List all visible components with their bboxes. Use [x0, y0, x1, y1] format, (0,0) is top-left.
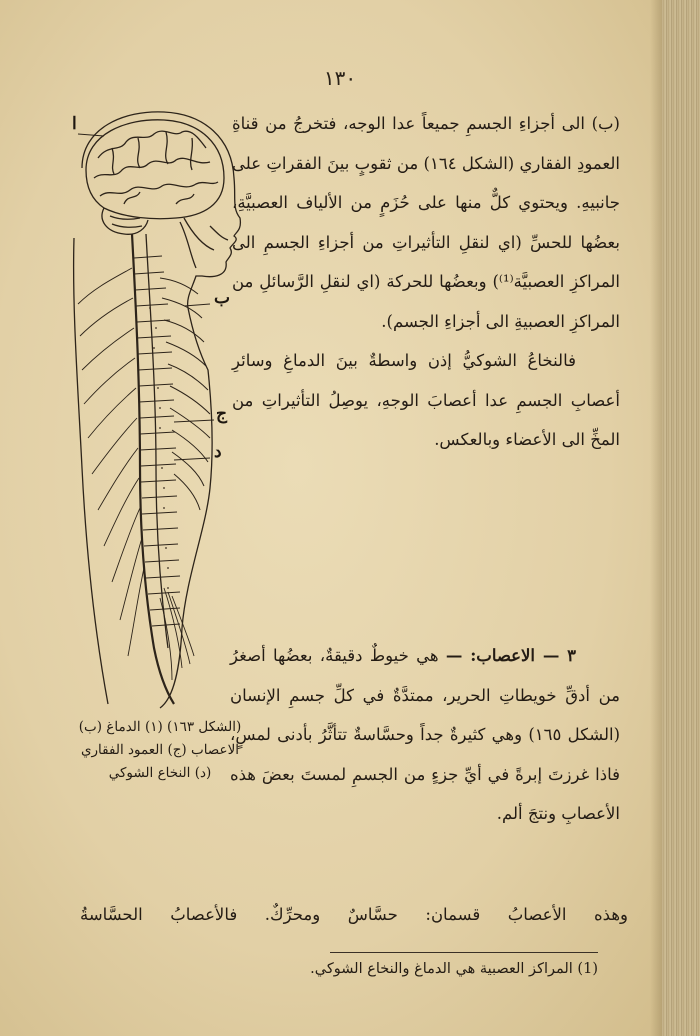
continuation-line: وهذه الأعصابُ قسمان: حسَّاسٌ ومحرِّكٌ. فالأعصابُ الحسَّاسةُ — [80, 905, 628, 924]
section-title: ٣ — الاعصاب: — — [445, 646, 577, 665]
caption-line: الاعصاب (ج) العمود الفقاري — [80, 742, 240, 758]
section-paragraph — [230, 636, 620, 834]
paragraph: فالنخاعُ الشوكيُّ إذن واسطةٌ بينَ الدماغِ وسائرِ أعصابِ الجسمِ عدا أعصابَ الوجهِ، يوصِلُ التأثيراتِ من المخِّ الى الأعضاء وبالعكس. — [232, 351, 620, 449]
book-page-edges — [662, 0, 700, 1036]
main-text-lower — [230, 636, 620, 834]
label-nerves: ب — [214, 288, 231, 308]
label-brain: ا — [72, 114, 77, 134]
caption-line: (د) النخاع الشوكي — [108, 765, 212, 781]
label-spinal-column: ج — [216, 404, 227, 424]
paragraph: (ب) الى أجزاءِ الجسمِ جميعاً عدا الوجه، فتخرجُ من قناةِ العمودِ الفقاري (الشكل ١٦٤) من ثقوبٍ بينَ الفقراتِ على جانبيهِ. ويحتوي كلٌّ منها على حُزَمٍ من الألياف العصبيَّةِ، بعضُها للحسِّ (اي لنقلِ التأثيراتِ من أجزاءِ الجسمِ الى المراكزِ العصبيَّة⁽¹⁾) وبعضُها للحركة (اي لنقلِ الرَّسائلِ من المراكزِ العصبيةِ الى أجزاءِ الجسم). — [232, 114, 621, 331]
figure-caption — [60, 716, 260, 785]
main-text-upper — [232, 104, 620, 460]
footnote-divider — [330, 952, 598, 953]
anatomy-illustration — [64, 108, 248, 712]
footnote: (1) المراكز العصبية هي الدماغ والنخاع الشوكي. — [310, 961, 598, 977]
caption-line: (الشكل ١٦٣) (١) الدماغ (ب) — [78, 719, 242, 735]
label-spinal-cord: د — [214, 442, 222, 462]
section-body: هي خيوطٌ دقيقةٌ، بعضُها أصغرُ من أدقِّ خويطاتِ الحرير، ممتدَّةٌ في كلِّ جسمِ الإنسان (الشكل ١٦٥) وهي كثيرةٌ جداً وحسَّاسةٌ تتأثَّرُ بأدنى لمسٍ، فاذا غرزتَ إبرةً في أيِّ جزءٍ من الجسمِ لمستَ بعضَ هذه الأعصابِ ونتجَ ألم. — [230, 646, 621, 823]
page-number: ١٣٠ — [323, 66, 357, 90]
